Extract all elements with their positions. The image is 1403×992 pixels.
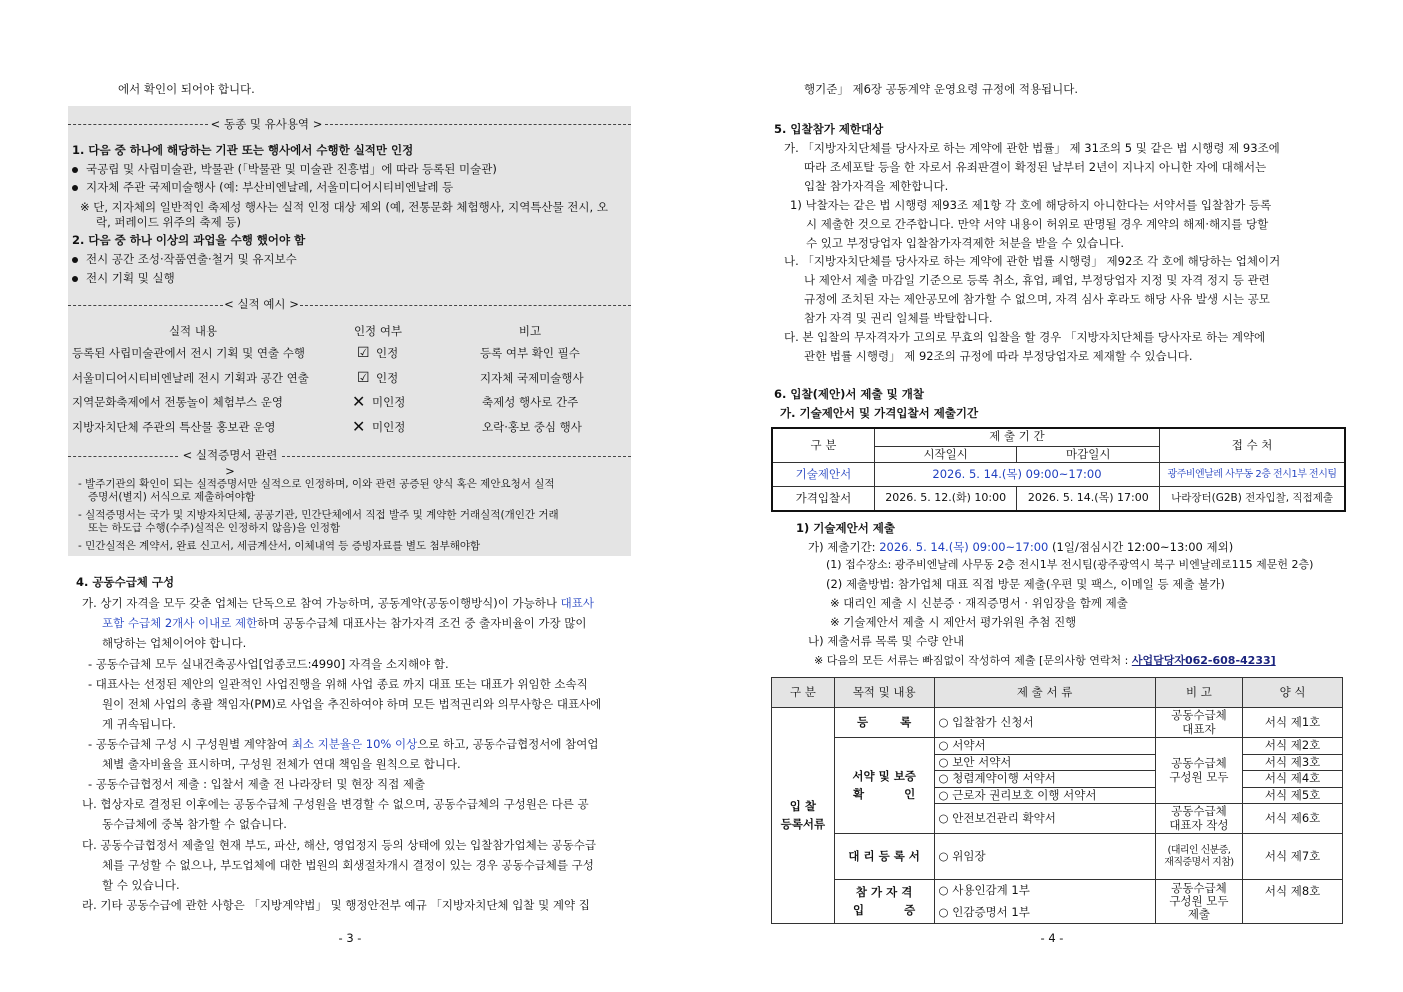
schedule-row-tech: 기술제안서 2026. 5. 14.(목) 09:00~17:00 광주비엔날레 사무동 2층 전시1부 전시팀 — [772, 463, 1345, 487]
page-4 — [700, 0, 1403, 992]
section5-da-line1: 다. 본 입찰의 무자격자가 고의로 무효의 입찰을 할 경우 「지방자치단체를 당사자로 하는 계약에 — [784, 330, 1266, 344]
section4-dash3-line1: - 공동수급체 구성 시 구성원별 계약참여 최소 지분율은 10% 이상으로 하고, 공동수급협정서에 참여업 — [88, 737, 599, 751]
section4-da-line2: 체를 구성할 수 없으나, 부도업체에 대한 법원의 회생절차개시 결정이 있는 경우 공동수급체를 구성 — [102, 858, 594, 872]
section6-place-line: (1) 접수장소: 광주비엔날레 사무동 2층 전시1부 전시팀(광주광역시 북구 비엔날레로115 제문헌 2층) — [826, 558, 1314, 571]
section6-title: 6. 입찰(제안)서 제출 및 개찰 — [774, 387, 924, 401]
section5-na-line4: 참가 자격 및 권리 일체를 박탈합니다. — [804, 311, 993, 325]
page-number: - 3 - — [338, 931, 362, 945]
box2-header: < 실적 예시 > — [224, 297, 299, 311]
box1-note-line2: 락, 퍼레이드 위주의 축제 등) — [96, 215, 241, 229]
section5-ga-line1: 가. 「지방자치단체를 당사자로 하는 계약에 관한 법률」 제 31조의 5 및 같은 법 시행령 제 93조에 — [784, 141, 1280, 155]
section4-ga-line1: 가. 상기 자격을 모두 갖춘 업체는 단독으로 참여 가능하며, 공동계약(공동이행방식)이 가능하나 대표사 — [82, 596, 594, 610]
box1-header: < 동종 및 유사용역 > — [210, 117, 323, 131]
section4-dash4: - 공동수급협정서 제출 : 입찰서 제출 전 나라장터 및 현장 직접 제출 — [88, 777, 426, 791]
section6-contact-line: ※ 다음의 모든 서류는 빠짐없이 작성하여 제출 [문의사항 연락처 : 사업담당자062-608-4233] — [814, 654, 1276, 667]
continued-line: 에서 확인이 되어야 합니다. — [118, 82, 255, 96]
section6-period-line: 가) 제출기간: 2026. 5. 14.(목) 09:00~17:00 (1일/점심시간 12:00~13:00 제외) — [808, 540, 1234, 554]
section4-dash2-line1: - 대표사는 선정된 제안의 일관적인 사업진행을 위해 사업 종료 까지 대표 또는 대표가 위임한 소속직 — [88, 677, 588, 691]
section5-s1-line1: 1) 낙찰자는 같은 법 시행령 제93조 제1항 각 호에 해당하지 아니한다는 서약서를 입찰참가 등록 — [790, 198, 1272, 212]
section4-na-line2: 동수급체에 중복 참가할 수 없습니다. — [102, 817, 287, 831]
box3-line5: - 민간실적은 계약서, 완료 신고서, 세금계산서, 이체내역 등 증빙자료를 별도 첨부해야함 — [78, 540, 481, 552]
box1-item2-bullet2: 전시 기획 및 실행 — [72, 271, 175, 287]
section4-title: 4. 공동수급체 구성 — [76, 575, 175, 589]
section5-da-line2: 관한 법률 시행령」 제 92조의 규정에 따라 부정당업자로 제재할 수 있습니다. — [804, 349, 1193, 363]
schedule-table: 구 분 제 출 기 간 접 수 처 시작일시 마감일시 기술제안서 2026. 5. 14.(목) 09:00~17:00 광주비엔날레 사무동 2층 전시1부 전시팀 가격입찰서 2026. 5. 12.(화) 10:00 2026. 5. 14.(목) 17:00 나라장터(G2B) 전자입찰, 직접제출 — [771, 427, 1346, 512]
section5-title: 5. 입찰참가 제한대상 — [774, 122, 884, 136]
section6-method-line: (2) 제출방법: 참가업체 대표 직접 방문 제출(우편 및 팩스, 이메일 등 제출 불가) — [826, 577, 1225, 591]
section6-note1: ※ 대리인 제출 시 신분증 · 재직증명서 · 위임장을 함께 제출 — [830, 596, 1128, 610]
box1-item1-bullet2: 지자체 주관 국제미술행사 (예: 부산비엔날레, 서울미디어시티비엔날레 등 — [72, 180, 453, 196]
cross-icon: ✕ — [352, 392, 366, 411]
box1-item2-title: 2. 다음 중 하나 이상의 과업을 수행 했어야 함 — [72, 233, 306, 247]
continued-line: 행기준」 제6장 공동계약 운영요령 규정에 적용됩니다. — [804, 82, 1079, 96]
section4-da-line3: 할 수 있습니다. — [102, 878, 180, 892]
documents-table: 구 분 목적 및 내용 제 출 서 류 비 고 양 식 입 찰 등록서류 등 록 ○ 입찰참가 신청서 공동수급체 대표자 서식 제1호 서약 및 보증 확 인 ○ 서약서 공동수급체 구성원 모두 서식 제2호 ○ 보안 서약서 서식 제3호 ○ 청렴계약이행 서약서 서식 제4호 ○ 근로자 권리보호 이행 서약서 서식 제5호 ○ 안전보건관리 확약서 공동수급체 대표자 작성 서식 제6호 대 리 등 록 서 ○ 위임장 (대리인 신분증, 재직증명서 지참) 서식 제7호 참 가 자 격 입 증 ○ 사용인감계 1부 공동수급체 구성원 모두 제출 서식 제8호 ○ 인감증명서 1부 — [771, 677, 1343, 924]
box3-line1: - 발주기관의 확인이 되는 실적증명서만 실적으로 인정하며, 이와 관련 공증된 양식 혹은 제안요청서 실적 — [78, 478, 555, 490]
schedule-row-price: 가격입찰서 2026. 5. 12.(화) 10:00 2026. 5. 14.(목) 17:00 나라장터(G2B) 전자입찰, 직접제출 — [772, 487, 1345, 511]
section5-na-line3: 규정에 조치된 자는 제안공모에 참가할 수 없으며, 자격 심사 후라도 해당 사유 발생 시는 공모 — [804, 292, 1270, 306]
section4-ga-line3: 해당하는 업체이어야 합니다. — [102, 636, 247, 650]
section4-na-line1: 나. 협상자로 결정된 이후에는 공동수급체 구성원을 변경할 수 없으며, 공동수급체의 구성원은 다른 공 — [82, 797, 589, 811]
section6-sub-ga: 가. 기술제안서 및 가격입찰서 제출기간 — [780, 406, 979, 420]
col-header-note: 비고 — [518, 324, 542, 338]
section4-dash2-line2: 원이 전체 사업의 총괄 책임자(PM)로 사업을 추진하여야 하며 모든 법적권리와 의무사항은 대표사에 — [102, 697, 602, 711]
section4-dash1: - 공동수급체 모두 실내건축공사업[업종코드:4990] 자격을 소지해야 함. — [88, 657, 449, 671]
check-icon: ☑ — [357, 370, 370, 386]
section6-s1-title: 1) 기술제안서 제출 — [796, 521, 896, 535]
section6-na-line: 나) 제출서류 목록 및 수량 안내 — [808, 634, 965, 648]
section4-dash3-line2: 체별 출자비율을 표시하며, 구성원 전체가 연대 책임을 원칙으로 합니다. — [102, 757, 461, 771]
check-icon: ☑ — [357, 345, 370, 361]
section4-ra-line1: 라. 기타 공동수급에 관한 사항은 「지방계약법」 및 행정안전부 예규 「지방자치단체 입찰 및 계약 집 — [82, 898, 590, 912]
box1-item2-bullet1: 전시 공간 조성·작품연출·철거 및 유지보수 — [72, 252, 297, 268]
section5-s1-line3: 수 있고 부정당업자 입찰참가자격제한 처분을 받을 수 있습니다. — [806, 236, 1125, 250]
page-3: 에서 확인이 되어야 합니다. < 동종 및 유사용역 > 1. 다음 중 하나에 해당하는 기관 또는 행사에서 수행한 실적만 인정 국공립 및 사립미술관, 박물관 (「박물관 및 미술관 진흥법」에 따라 등록된 미술관) 지자체 주관 국제미술행사 (예: 부산비엔날레, 서울미디어시티비엔날레 등 ※ 단, 지자체의 일반적인 축제성 행사는 실적 인정 대상 제외 (예, 전통문화 체험행사, 지역특산물 전시, 오 락, 퍼레이드 위주의 축제 등) 2. 다음 중 하나 이상의 과업을 수행 했어야 함 전시 공간 조성·작품연출·철거 및 유지보수 전시 기획 및 실행 < 실적 예시 > 실적 내용 인정 여부 비고 등록된 사립미술관에서 전시 기획 및 연출 수행 ☑ 인정 등록 여부 확인 필수 서울미디어시티비엔날레 전시 기획과 공간 연출 ☑ 인정 지자체 국제미술행사 지역문화축제에서 전통놀이 체험부스 운영 ✕ 미인정 축제성 행사로 간주 지방자치단체 주관의 특산물 홍보관 운영 ✕ 미인정 오락·홍보 중심 행사 < 실적증명서 관련 > - 발주기관의 확인이 되는 실적증명서만 실적으로 인정하며, 이와 관련 공증된 양식 혹은 제안요청서 실적 증명서(별지) 서식으로 제출하여야함 - 실적증명서는 국가 및 지방자치단체, 공공기관, 민간단체에서 직접 발주 및 계약한 거래실적(개인간 거래 또는 하도급 수행(수주)실적은 인정하지 않음)을 인정함 - 민간실적은 계약서, 완료 신고서, 세금계산서, 이체내역 등 증빙자료를 별도 첨부해야함 4. 공동수급체 구성 가. 상기 자격을 모두 갖춘 업체는 단독으로 참여 가능하며, 공동계약(공동이행방식)이 가능하나 대표사 포함 수급체 2개사 이내로 제한하며 공동수급체 대표사는 참가자격 조건 중 출자비율이 가장 많이 해당하는 업체이어야 합니다. - 공동수급체 모두 실내건축공사업[업종코드:4990] 자격을 소지해야 함. - 대표사는 선정된 제안의 일관적인 사업진행을 위해 사업 종료 까지 대표 또는 대표가 위임한 소속직 원이 전체 사업의 총괄 책임자(PM)로 사업을 추진하여야 하며 모든 법적권리와 의무사항은 대표사에 게 귀속됩니다. - 공동수급체 구성 시 구성원별 계약참여 최소 지분율은 10% 이상으로 하고, 공동수급협정서에 참여업 체별 출자비율을 표시하며, 구성원 전체가 연대 책임을 원칙으로 합니다. - 공동수급협정서 제출 : 입찰서 제출 전 나라장터 및 현장 직접 제출 나. 협상자로 결정된 이후에는 공동수급체 구성원을 변경할 수 없으며, 공동수급체의 구성원은 다른 공 동수급체에 중복 참가할 수 없습니다. 다. 공동수급협정서 제출일 현재 부도, 파산, 해산, 영업정지 등의 상태에 있는 입찰참가업체는 공동수급 체를 구성할 수 없으나, 부도업체에 대한 법원의 회생절차개시 결정이 있는 경우 공동수급체를 구성 할 수 있습니다. 라. 기타 공동수급에 관한 사항은 「지방계약법」 및 행정안전부 예규 「지방자치단체 입찰 및 계약 집 - 3 - — [0, 0, 700, 992]
col-header-status: 인정 여부 — [353, 324, 403, 338]
box1-item1-bullet1: 국공립 및 사립미술관, 박물관 (「박물관 및 미술관 진흥법」에 따라 등록된 미술관) — [72, 162, 497, 178]
section5-ga-line2: 따라 조세포탈 등을 한 자로서 유죄판결이 확정된 날부터 2년이 지나지 아니한 자에 대해서는 — [804, 160, 1267, 174]
page-number: - 4 - — [1040, 931, 1064, 945]
box3-line4: 또는 하도급 수행(수주)실적은 인정하지 않음)을 인정함 — [88, 522, 341, 534]
section4-dash2-line3: 게 귀속됩니다. — [102, 717, 176, 731]
section5-ga-line3: 입찰 참가자격을 제한합니다. — [804, 179, 949, 193]
col-header-content: 실적 내용 — [168, 324, 218, 338]
box3-header: < 실적증명서 관련 > — [182, 448, 278, 478]
section4-ga-line2: 포함 수급체 2개사 이내로 제한하며 공동수급체 대표사는 참가자격 조건 중 출자비율이 가장 많이 — [102, 616, 587, 630]
section5-s1-line2: 시 제출한 것으로 간주합니다. 만약 서약 내용이 허위로 판명될 경우 계약의 해제·해지를 당할 — [806, 217, 1269, 231]
box1-note-line1: ※ 단, 지자체의 일반적인 축제성 행사는 실적 인정 대상 제외 (예, 전통문화 체험행사, 지역특산물 전시, 오 — [80, 200, 608, 214]
box1-item1-title: 1. 다음 중 하나에 해당하는 기관 또는 행사에서 수행한 실적만 인정 — [72, 143, 414, 157]
cross-icon: ✕ — [352, 417, 366, 436]
section5-na-line2: 나 제안서 제출 마감일 기준으로 등록 취소, 휴업, 폐업, 부정당업자 지정 및 자격 정지 등 관련 — [804, 273, 1270, 287]
section5-na-line1: 나. 「지방자치단체를 당사자로 하는 계약에 관한 법률 시행령」 제92조 각 호에 해당하는 업체이거 — [784, 254, 1281, 268]
section6-note2: ※ 기술제안서 제출 시 제안서 평가위원 추첨 진행 — [830, 615, 1077, 629]
box3-line2: 증명서(별지) 서식으로 제출하여야함 — [88, 491, 256, 503]
box3-line3: - 실적증명서는 국가 및 지방자치단체, 공공기관, 민간단체에서 직접 발주 및 계약한 거래실적(개인간 거래 — [78, 509, 559, 521]
section4-da-line1: 다. 공동수급협정서 제출일 현재 부도, 파산, 해산, 영업정지 등의 상태에 있는 입찰참가업체는 공동수급 — [82, 838, 596, 852]
